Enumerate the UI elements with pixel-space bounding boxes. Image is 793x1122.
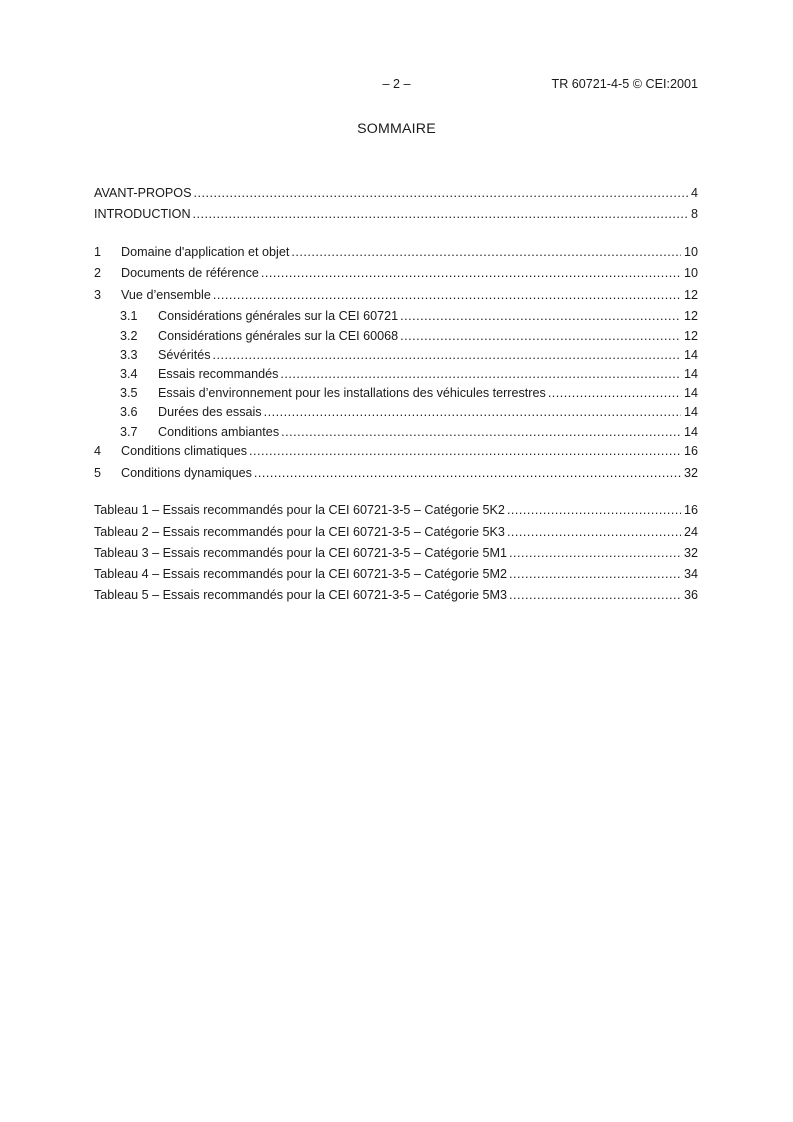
page-number: – 2 – xyxy=(382,77,411,91)
toc-entry-label: Tableau 2 – Essais recommandés pour la CEI 60721-3-5 – Catégorie 5K3 xyxy=(94,525,505,539)
toc-page-number: 32 xyxy=(683,546,698,560)
toc-page-number: 16 xyxy=(683,503,698,517)
toc-entry-table-5[interactable] xyxy=(94,588,698,605)
toc-entry-label: Documents de référence xyxy=(121,266,259,280)
document-reference: TR 60721-4-5 © CEI:2001 xyxy=(551,77,698,91)
toc-entry-label: Tableau 4 – Essais recommandés pour la CEI 60721-3-5 – Catégorie 5M2 xyxy=(94,567,508,581)
toc-entry-section-3-7[interactable] xyxy=(120,425,698,442)
toc-entry-label: Domaine d'application et objet xyxy=(121,245,290,259)
toc-entry-avant-propos[interactable] xyxy=(94,186,698,203)
toc-entry-label: Tableau 1 – Essais recommandés pour la CEI 60721-3-5 – Catégorie 5K2 xyxy=(94,503,505,517)
toc-leader xyxy=(507,503,681,517)
toc-entry-label: Essais d’environnement pour les installations des véhicules terrestres xyxy=(158,386,546,400)
toc-entry-label: Durées des essais xyxy=(158,405,262,419)
toc-entry-label: Tableau 5 – Essais recommandés pour la CEI 60721-3-5 – Catégorie 5M3 xyxy=(94,588,508,602)
toc-entry-label: Considérations générales sur la CEI 60068 xyxy=(158,329,399,343)
toc-entry-label: Conditions dynamiques xyxy=(121,466,252,480)
toc-entry-section-4[interactable] xyxy=(94,444,698,461)
toc-leader xyxy=(254,466,681,480)
toc-leader xyxy=(548,386,681,400)
toc-leader xyxy=(193,207,688,221)
toc-entry-introduction[interactable] xyxy=(94,207,698,224)
toc-page-number: 14 xyxy=(683,405,698,419)
toc-page-number: 12 xyxy=(683,329,698,343)
toc-page-number: 16 xyxy=(683,444,698,458)
toc-entry-label: Conditions ambiantes xyxy=(158,425,280,439)
toc-leader xyxy=(507,525,681,539)
toc-entry-table-4[interactable] xyxy=(94,567,698,584)
toc-entry-section-2[interactable] xyxy=(94,266,698,283)
toc-page-number: 24 xyxy=(683,525,698,539)
toc-section-number: 2 xyxy=(94,266,102,280)
toc-page-number: 12 xyxy=(683,288,698,302)
toc-leader xyxy=(400,329,681,343)
toc-section-number: 3.6 xyxy=(120,405,138,419)
toc-leader xyxy=(194,186,688,200)
toc-entry-section-3-5[interactable] xyxy=(120,386,698,403)
toc-entry-section-3-3[interactable] xyxy=(120,348,698,365)
toc-entry-section-1[interactable] xyxy=(94,245,698,262)
toc-section-number: 3.3 xyxy=(120,348,138,362)
toc-entry-section-3-1[interactable] xyxy=(120,309,698,326)
toc-leader xyxy=(509,546,681,560)
toc-leader xyxy=(261,266,681,280)
toc-page-number: 14 xyxy=(683,367,698,381)
toc-section-number: 5 xyxy=(94,466,102,480)
toc-entry-section-3-4[interactable] xyxy=(120,367,698,384)
toc-leader xyxy=(291,245,681,259)
toc-section-number: 3 xyxy=(94,288,102,302)
toc-page-number: 14 xyxy=(683,425,698,439)
toc-section-number: 4 xyxy=(94,444,102,458)
toc-section-number: 3.2 xyxy=(120,329,138,343)
toc-section-number: 1 xyxy=(94,245,102,259)
toc-page-number: 10 xyxy=(683,266,698,280)
toc-page-number: 4 xyxy=(690,186,698,200)
toc-entry-label: Sévérités xyxy=(158,348,211,362)
toc-leader xyxy=(213,348,681,362)
toc-entry-label: INTRODUCTION xyxy=(94,207,191,221)
toc-entry-section-5[interactable] xyxy=(94,466,698,483)
toc-leader xyxy=(281,425,681,439)
page-title: SOMMAIRE xyxy=(357,121,436,137)
toc-section-number: 3.1 xyxy=(120,309,138,323)
toc-page-number: 12 xyxy=(683,309,698,323)
toc-entry-label: Tableau 3 – Essais recommandés pour la CEI 60721-3-5 – Catégorie 5M1 xyxy=(94,546,508,560)
toc-leader xyxy=(264,405,681,419)
toc-page-number: 14 xyxy=(683,386,698,400)
toc-leader xyxy=(509,588,681,602)
toc-page-number: 14 xyxy=(683,348,698,362)
toc-entry-table-1[interactable] xyxy=(94,503,698,520)
toc-entry-section-3-2[interactable] xyxy=(120,329,698,346)
toc-section-number: 3.5 xyxy=(120,386,138,400)
toc-page-number: 36 xyxy=(683,588,698,602)
toc-entry-label: Considérations générales sur la CEI 60721 xyxy=(158,309,399,323)
toc-entry-table-2[interactable] xyxy=(94,525,698,542)
toc-leader xyxy=(213,288,681,302)
toc-entry-label: Vue d’ensemble xyxy=(121,288,211,302)
toc-page-number: 32 xyxy=(683,466,698,480)
toc-entry-section-3-6[interactable] xyxy=(120,405,698,422)
toc-entry-label: Conditions climatiques xyxy=(121,444,247,458)
toc-entry-label: Essais recommandés xyxy=(158,367,279,381)
toc-leader xyxy=(509,567,681,581)
toc-leader xyxy=(249,444,681,458)
toc-entry-section-3[interactable] xyxy=(94,288,698,305)
toc-section-number: 3.7 xyxy=(120,425,138,439)
toc-section-number: 3.4 xyxy=(120,367,138,381)
toc-page-number: 10 xyxy=(683,245,698,259)
toc-page-number: 34 xyxy=(683,567,698,581)
toc-entry-table-3[interactable] xyxy=(94,546,698,563)
toc-entry-label: AVANT-PROPOS xyxy=(94,186,192,200)
toc-leader xyxy=(400,309,681,323)
toc-page-number: 8 xyxy=(690,207,698,221)
toc-leader xyxy=(280,367,681,381)
